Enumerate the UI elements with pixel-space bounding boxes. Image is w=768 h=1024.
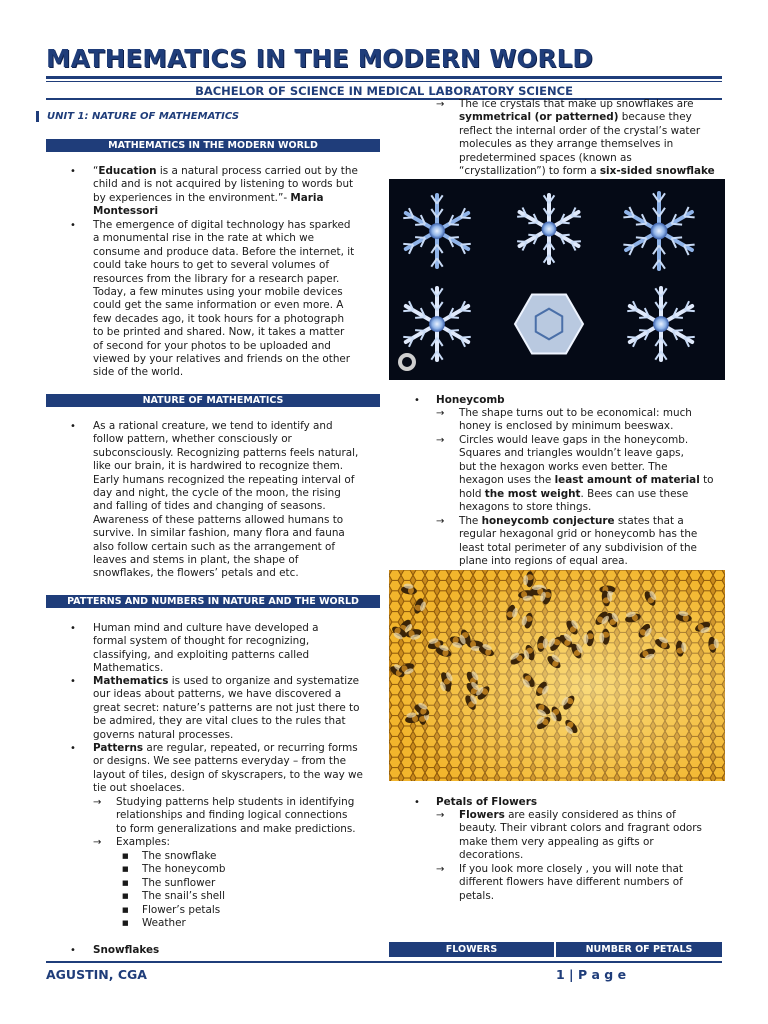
program-subtitle: BACHELOR OF SCIENCE IN MEDICAL LABORATORY SCIENCE (195, 84, 573, 98)
snowflake-shape (403, 288, 470, 360)
text-line: Squares and triangles wouldn’t leave gaps, (459, 447, 684, 460)
arrow-icon: → (93, 797, 102, 808)
example-item: The snail’s shell (142, 890, 225, 903)
text-line: but the hexagon works even better. The (459, 460, 668, 473)
text-line: regular hexagonal grid or honeycomb has the (459, 528, 698, 541)
bullet: • (70, 676, 76, 687)
text-line: also follow certain such as the arrangement of (93, 540, 336, 553)
text-line: Today, a few minutes using your mobile devices (93, 286, 343, 299)
square-bullet-icon: ■ (122, 878, 129, 887)
text-line: least total perimeter of any subdivision of the (459, 541, 697, 554)
text-line: Circles would leave gaps in the honeycomb. (459, 434, 689, 446)
text-line: molecules as they arrange themselves in (459, 138, 674, 151)
text-line: side of the world. (93, 366, 184, 379)
square-bullet-icon: ■ (122, 919, 129, 927)
bullet: • (70, 743, 76, 754)
honeycomb-illustration (389, 570, 725, 781)
bullet: • (70, 421, 76, 432)
text-line: The emergence of digital technology has sparked (93, 219, 351, 231)
square-bullet-icon: ■ (122, 865, 129, 874)
honeycomb-conjecture-text: The honeycomb conjecture states that a regular hexagonal grid or honeycomb has the least total perimeter of any subdivision of the plane into regions of equal area. (459, 515, 698, 568)
text-line: petals. (459, 889, 495, 902)
text-line: As a rational creature, we tend to identify and (93, 420, 333, 432)
text-line: layout of tiles, design of skyscrapers, to the way we (93, 768, 363, 781)
patterns-paragraph: Patterns are regular, repeated, or recurring forms or designs. We see patterns everyday – from the layout of tiles, design of skyscrapers, to the way we tie out shoelaces. (93, 742, 363, 795)
closely-paragraph (459, 863, 729, 903)
mathematics-paragraph: Mathematics is used to organize and systematize our ideas about patterns, we have discovered a great secret: nature’s patterns are not just there to be admired, they are vital clues to the rules that governs natural processes. (93, 675, 360, 741)
human-mind-paragraph (93, 622, 383, 676)
arrow-icon: → (436, 99, 445, 110)
text-line: a monumental rise in the rate at which we (93, 232, 315, 245)
text-line: formal system of thought for recognizing, (93, 635, 310, 648)
honeycomb-shape-text (459, 407, 729, 434)
example-item: The snowflake (142, 850, 217, 862)
text-line: our ideas about patterns, we have discovered a (93, 688, 342, 701)
text-line: follow pattern, whether consciously or (93, 433, 292, 446)
section-heading-modern-world: MATHEMATICS IN THE MODERN WORLD (46, 139, 380, 152)
title-rule-thin (46, 81, 722, 82)
studying-paragraph (116, 796, 386, 836)
snowflakes-illustration (389, 179, 725, 380)
text-line: governs natural processes. (93, 728, 234, 741)
text-line: Studying patterns help students in identifying (116, 796, 355, 808)
nature-paragraph (93, 420, 383, 581)
text-line: and falling of tides and changing of seasons. (93, 500, 326, 513)
text-line: to form generalizations and make predictions. (116, 822, 356, 835)
text-line: Mathematics. (93, 662, 164, 675)
arrow-icon: → (436, 408, 445, 419)
text-line: viewed by your relatives and friends on the other (93, 353, 351, 366)
document-title: MATHEMATICS IN THE MODERN WORLD (46, 44, 593, 73)
text-line: or designs. We see patterns everyday – from the (93, 755, 346, 768)
text-line: great secret: nature’s patterns are not just there to (93, 701, 360, 714)
unit-heading: UNIT 1: NATURE OF MATHEMATICS (36, 111, 239, 122)
bullet: • (70, 166, 76, 177)
text-line: snowflakes, the flowers’ petals and etc. (93, 567, 299, 580)
text-line: classifying, and exploiting patterns called (93, 648, 310, 661)
square-bullet-icon: ■ (122, 852, 129, 860)
example-item: The sunflower (142, 876, 216, 889)
text-line: relationships and finding logical connections (116, 809, 348, 822)
text-line: Human mind and culture have developed a (93, 622, 319, 634)
section-heading-patterns: PATTERNS AND NUMBERS IN NATURE AND THE WORLD (46, 595, 380, 608)
author-name: AGUSTIN, CGA (46, 967, 147, 982)
text-line: plane into regions of equal area. (459, 555, 628, 568)
text-line: day and night, the cycle of the moon, the rising (93, 487, 341, 500)
snowflake-shape (627, 288, 694, 360)
snowflake-shape (515, 295, 583, 354)
text-line: could get the same information or even more. A (93, 299, 344, 312)
page-number: 1 | P a g e (556, 967, 627, 982)
flowers-paragraph: Flowers are easily considered as thins of beauty. Their vibrant colors and fragrant odors make them very appealing as gifts or decorations. (459, 809, 702, 862)
text-line: reflect the internal order of the crystal’s water (459, 124, 701, 137)
arrow-icon: → (93, 837, 102, 848)
arrow-icon: → (436, 864, 445, 875)
snowflakes-label: Snowflakes (93, 944, 160, 956)
example-item: Flower’s petals (142, 903, 221, 916)
bullet: • (70, 945, 76, 956)
snowflake-shape (623, 193, 694, 269)
text-line: of second for your photos to be uploaded and (93, 339, 331, 352)
table-header-number-of-petals: NUMBER OF PETALS (556, 942, 722, 957)
footer-rule (46, 961, 722, 963)
arrow-icon: → (436, 810, 445, 821)
honeycomb-bees-photo (389, 570, 725, 781)
education-quote: “Education is a natural process carried out by the child and is not acquired by listening to words but by experiences in the environment.”- Maria Montessori (93, 165, 358, 218)
text-line: decorations. (459, 849, 524, 862)
arrow-icon: → (436, 516, 445, 527)
text-line: few decades ago, it took hours for a photograph (93, 312, 345, 325)
honeycomb-label: Honeycomb (436, 394, 505, 406)
text-line: The shape turns out to be economical: much (459, 407, 692, 419)
text-line: resources from the library for a research paper. (93, 272, 340, 285)
square-bullet-icon: ■ (122, 892, 129, 901)
bullet: • (70, 220, 76, 231)
text-line: tie out shoelaces. (93, 782, 185, 795)
text-line: If you look more closely , you will note that (459, 863, 683, 875)
example-item: The honeycomb (142, 863, 226, 876)
text-line: consume and produce data. Before the internet, it (93, 245, 355, 258)
section-heading-nature: NATURE OF MATHEMATICS (46, 394, 380, 407)
petals-label: Petals of Flowers (436, 796, 538, 808)
title-rule-thick (46, 76, 722, 79)
bullet: • (414, 797, 420, 808)
snowflake-shape (517, 195, 581, 263)
ice-crystals-paragraph: The ice crystals that make up snowflakes are symmetrical (or patterned) because they reflect the internal order of the crystal’s water molecules as they arrange themselves in predetermined spaces (known as “crystallization”) to form a six-sided snowflake (459, 98, 715, 178)
examples-label: Examples: (116, 836, 170, 848)
text-line: leaves and stems in plant, the shape of (93, 554, 299, 567)
text-line: Early humans recognized the repeating interval of (93, 473, 355, 486)
table-header-flowers: FLOWERS (389, 942, 554, 957)
snowflake-shape (403, 195, 470, 267)
text-line: honey is enclosed by minimum beeswax. (459, 420, 674, 433)
text-line: Awareness of these patterns allowed humans to (93, 513, 344, 526)
bullet: • (70, 623, 76, 634)
example-item: Weather (142, 917, 186, 929)
text-line: could take hours to get to several volumes of (93, 259, 329, 272)
text-line: survive. In similar fashion, many flora and fauna (93, 527, 345, 540)
bullet: • (414, 395, 420, 406)
snowflakes-photo (389, 179, 725, 380)
text-line: beauty. Their vibrant colors and fragrant odors (459, 822, 702, 835)
text-line: be admired, they are vital clues to the rules that (93, 715, 346, 728)
honeycomb-circles-text: Circles would leave gaps in the honeycomb. Squares and triangles wouldn’t leave gaps, but the hexagon works even better. The hexagon uses the least amount of material to hold the most weight. Bees can use these hexagons to store things. (459, 434, 714, 514)
text-line: like our brain, it is hardwired to recognize them. (93, 460, 344, 473)
arrow-icon: → (436, 435, 445, 446)
text-line: to be printed and shared. Now, it takes a matter (93, 326, 345, 339)
text-line: make them very appealing as gifts or (459, 835, 654, 848)
text-line: different flowers have different numbers of (459, 876, 683, 889)
text-line: subconsciously. Recognizing patterns feels natural, (93, 446, 359, 459)
square-bullet-icon: ■ (122, 905, 129, 914)
text-line: predetermined spaces (known as (459, 151, 632, 164)
digital-paragraph (93, 219, 383, 380)
